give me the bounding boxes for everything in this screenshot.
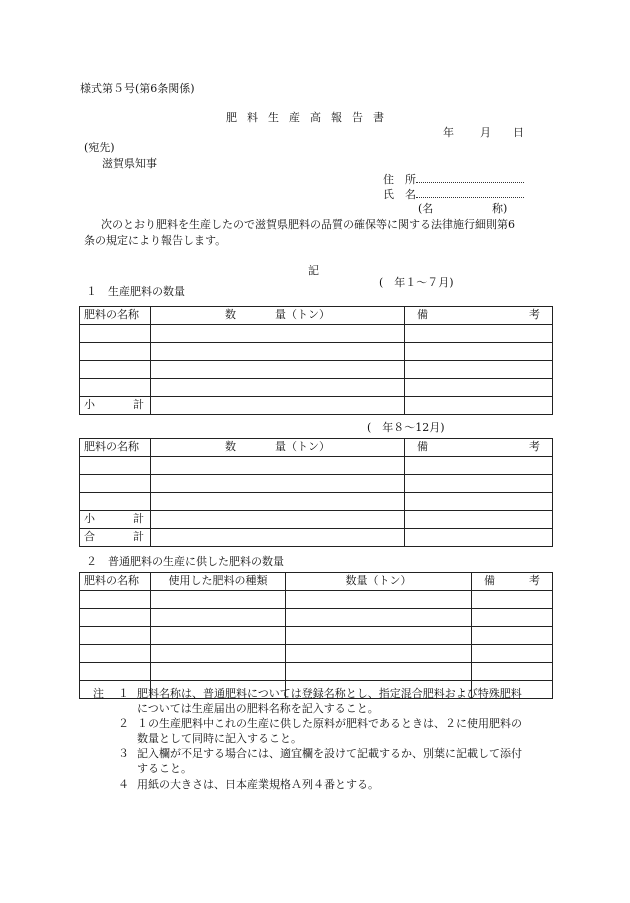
header-remarks: 備 考	[405, 307, 553, 325]
name-label: 氏 名	[383, 188, 416, 201]
quantity-cell[interactable]	[286, 663, 472, 681]
subtotal-quantity-cell[interactable]	[151, 511, 405, 529]
address-row	[383, 172, 524, 187]
table-row	[80, 475, 553, 493]
total-remarks-cell[interactable]	[405, 529, 553, 547]
name-cell[interactable]	[80, 361, 151, 379]
subtotal-label: 小 計	[80, 397, 151, 415]
total-label: 合 計	[80, 529, 151, 547]
form-number: 様式第５号(第6条関係)	[80, 82, 195, 95]
total-row	[80, 529, 553, 547]
remarks-cell[interactable]	[405, 493, 553, 511]
table-row	[80, 663, 553, 681]
table-row	[80, 493, 553, 511]
table-header-row	[80, 573, 553, 591]
type-cell[interactable]	[151, 627, 286, 645]
subtotal-quantity-cell[interactable]	[151, 397, 405, 415]
note-2-num: ２	[118, 717, 129, 730]
total-quantity-cell[interactable]	[151, 529, 405, 547]
name-cell[interactable]	[80, 493, 151, 511]
remarks-cell[interactable]	[405, 361, 553, 379]
address-label: 住 所	[383, 173, 416, 186]
subtotal-row	[80, 511, 553, 529]
name-field[interactable]	[416, 187, 524, 198]
type-cell[interactable]	[151, 663, 286, 681]
name-note-close: 称)	[492, 202, 508, 215]
name-cell[interactable]	[80, 645, 151, 663]
quantity-cell[interactable]	[151, 457, 405, 475]
table-row	[80, 591, 553, 609]
name-cell[interactable]	[80, 379, 151, 397]
type-cell[interactable]	[151, 609, 286, 627]
quantity-cell[interactable]	[286, 591, 472, 609]
header-quantity: 数 量（トン）	[151, 307, 405, 325]
subtotal-row	[80, 397, 553, 415]
note-3-num: ３	[118, 747, 129, 760]
quantity-cell[interactable]	[286, 627, 472, 645]
note-4-line-1: 用紙の大きさは、日本産業規格Ａ列４番とする。	[137, 778, 379, 791]
remarks-cell[interactable]	[405, 457, 553, 475]
date-year-label: 年	[443, 126, 454, 139]
name-cell[interactable]	[80, 609, 151, 627]
table-row	[80, 609, 553, 627]
header-quantity: 数 量（トン）	[151, 439, 405, 457]
subtotal-remarks-cell[interactable]	[405, 511, 553, 529]
subtotal-label: 小 計	[80, 511, 151, 529]
quantity-cell[interactable]	[151, 361, 405, 379]
addressee-label: (宛先)	[84, 141, 115, 154]
table-row	[80, 645, 553, 663]
name-cell[interactable]	[80, 627, 151, 645]
intro-line-1: 次のとおり肥料を生産したので滋賀県肥料の品質の確保等に関する法律施行細則第6	[101, 218, 515, 231]
name-row	[383, 187, 524, 202]
note-3-line-2: すること。	[137, 762, 192, 775]
table-row	[80, 627, 553, 645]
quantity-cell[interactable]	[151, 379, 405, 397]
remarks-cell[interactable]	[472, 645, 553, 663]
section-1-heading: １ 生産肥料の数量	[86, 285, 185, 298]
date-day-label: 日	[513, 126, 524, 139]
table-row	[80, 457, 553, 475]
table-header-row	[80, 439, 553, 457]
table-row	[80, 325, 553, 343]
note-1-line-2: については生産届出の肥料名称を記入すること。	[137, 702, 379, 715]
table-header-row	[80, 307, 553, 325]
intro-line-2: 条の規定により報告します。	[84, 234, 227, 247]
name-cell[interactable]	[80, 663, 151, 681]
table-row	[80, 361, 553, 379]
date-month-label: 月	[480, 126, 491, 139]
production-table-2	[79, 438, 553, 547]
header-fertilizer-name: 肥料の名称	[80, 307, 151, 325]
note-4-num: ４	[118, 778, 129, 791]
quantity-cell[interactable]	[286, 645, 472, 663]
header-remarks: 備 考	[472, 573, 553, 591]
subtotal-remarks-cell[interactable]	[405, 397, 553, 415]
quantity-cell[interactable]	[286, 609, 472, 627]
quantity-cell[interactable]	[151, 493, 405, 511]
address-field[interactable]	[416, 172, 524, 183]
production-table-1	[79, 306, 553, 415]
note-2-line-1: １の生産肥料中これの生産に供した原料が肥料であるときは、２に使用肥料の	[137, 717, 522, 730]
note-1-num: １	[118, 687, 129, 700]
name-cell[interactable]	[80, 457, 151, 475]
period-2: ( 年８～12月)	[367, 421, 445, 434]
header-fertilizer-name: 肥料の名称	[80, 439, 151, 457]
table-row	[80, 343, 553, 361]
quantity-cell[interactable]	[151, 325, 405, 343]
addressee: 滋賀県知事	[102, 157, 157, 170]
usage-table	[79, 572, 553, 699]
name-cell[interactable]	[80, 591, 151, 609]
ki-heading: 記	[308, 264, 319, 277]
type-cell[interactable]	[151, 645, 286, 663]
remarks-cell[interactable]	[472, 663, 553, 681]
name-cell[interactable]	[80, 475, 151, 493]
header-remarks: 備 考	[405, 439, 553, 457]
note-3-line-1: 記入欄が不足する場合には、適宜欄を設けて記載するか、別葉に記載して添付	[137, 747, 522, 760]
type-cell[interactable]	[151, 591, 286, 609]
quantity-cell[interactable]	[151, 343, 405, 361]
remarks-cell[interactable]	[472, 591, 553, 609]
remarks-cell[interactable]	[405, 379, 553, 397]
note-2-line-2: 数量として同時に記入すること。	[137, 732, 302, 745]
remarks-cell[interactable]	[472, 609, 553, 627]
document-title: 肥料生産高報告書	[226, 111, 394, 124]
name-cell[interactable]	[80, 325, 151, 343]
section-2-heading: ２ 普通肥料の生産に供した肥料の数量	[86, 555, 284, 568]
period-1: ( 年１～７月)	[379, 276, 454, 289]
note-1-line-1: 肥料名称は、普通肥料については登録名称とし、指定混合肥料および特殊肥料	[137, 687, 522, 700]
header-quantity: 数量（トン）	[286, 573, 472, 591]
remarks-cell[interactable]	[405, 475, 553, 493]
notes-label: 注	[93, 687, 104, 700]
header-fertilizer-name: 肥料の名称	[80, 573, 151, 591]
quantity-cell[interactable]	[151, 475, 405, 493]
name-cell[interactable]	[80, 343, 151, 361]
table-row	[80, 379, 553, 397]
remarks-cell[interactable]	[405, 325, 553, 343]
remarks-cell[interactable]	[472, 627, 553, 645]
remarks-cell[interactable]	[405, 343, 553, 361]
name-note-open: (名	[418, 202, 434, 215]
header-used-fertilizer-type: 使用した肥料の種類	[151, 573, 286, 591]
